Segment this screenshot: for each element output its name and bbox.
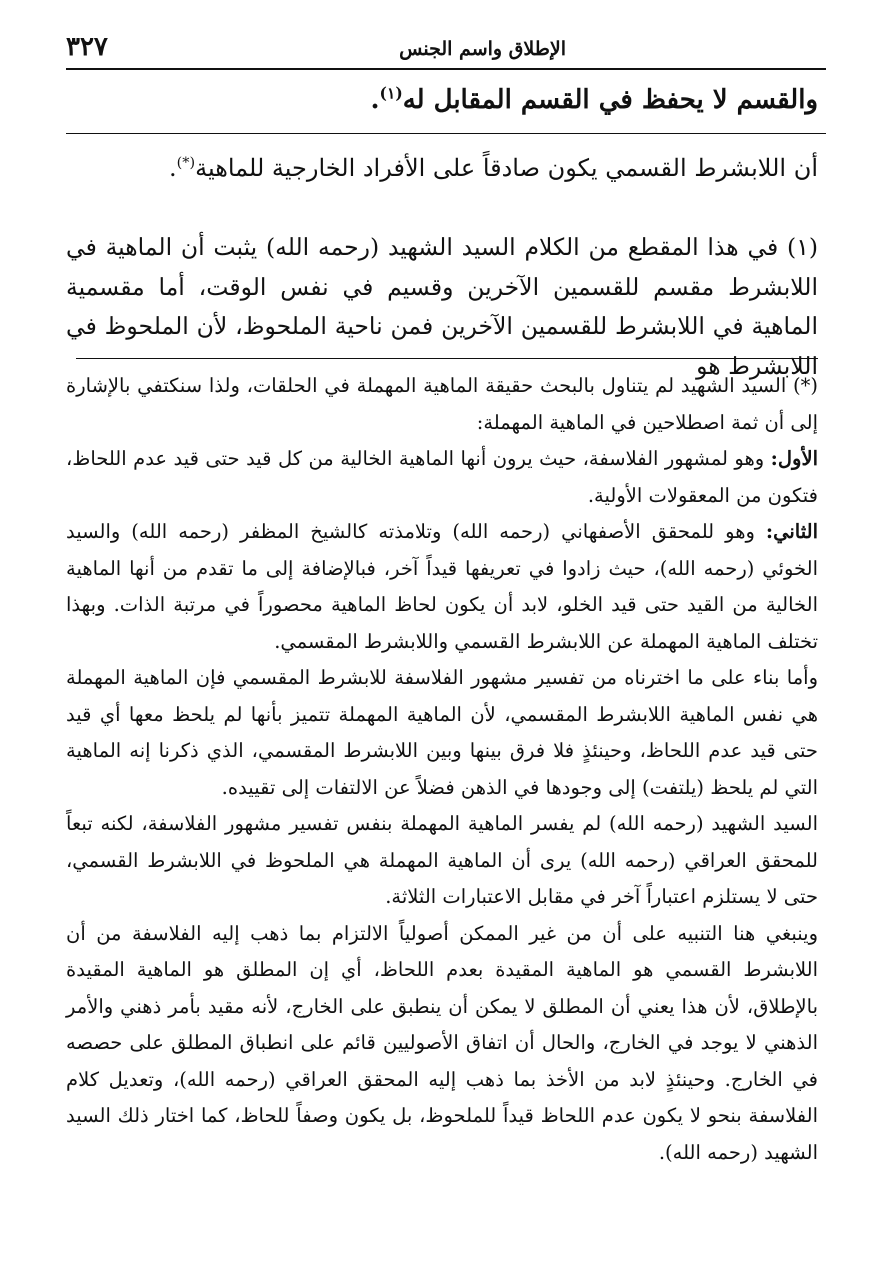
heading-rule (66, 133, 826, 134)
intro-line (66, 148, 818, 188)
header-rule (66, 68, 826, 70)
footnote-star-intro: (*) السيد الشهيد لم يتناول بالبحث حقيقة الماهية المهملة في الحلقات، ولذا سنكتفي بالإشارة إلى أن ثمة اصطلاحين في الماهية المهملة: (66, 374, 818, 434)
heading-footnote-ref: (١) (379, 83, 403, 103)
heading-end: . (370, 85, 380, 115)
intro-text: أن اللابشرط القسمي يكون صادقاً على الأفراد الخارجية للماهية (195, 154, 818, 182)
footnote-star-paragraph-5: وينبغي هنا التنبيه على أن من غير الممكن أصولياً الالتزام بما ذهب إليه الفلاسفة من أن اللابشرط القسمي هو الماهية المقيدة بعدم اللحاظ، أي إن المطلق هو الماهية المقيدة بالإطلاق، لأن هذا يعني أن المطلق لا يمكن أن ينطبق على الخارج، لأنه مقيد بأمر ذهني والأمر الذهني لا يوجد في الخارج، والحال أن اتفاق الأصوليين قائم على انطباق المطلق على حصصه في الخارج. وحينئذٍ لابد من الأخذ بما ذهب إليه المحقق العراقي (رحمه الله)، وتعديل كلام الفلاسفة بنحو لا يكون عدم اللحاظ قيداً للملحوظ، بل يكون وصفاً للحاظ، كما اختار ذلك السيد الشهيد (رحمه الله). (66, 921, 818, 1164)
footnote-star-paragraph-3: وأما بناء على ما اخترناه من تفسير مشهور الفلاسفة للابشرط المقسمي فإن الماهية المهملة هي نفس الماهية اللابشرط المقسمي، لأن الماهية المهملة تتميز بأنها لم يلحظ معها أي قيد حتى قيد عدم اللحاظ، وحينئذٍ فلا فرق بينها وبين اللابشرط المقسمي، الذي ذكرنا إنه الماهية التي لم يلحظ (يلتفت) إلى وجودها في الذهن فضلاً عن الالتفات إلى تقييده. (66, 666, 818, 799)
first-term-text: وهو لمشهور الفلاسفة، حيث يرون أنها الماهية الخالية من كل قيد حتى قيد عدم اللحاظ، فتكون من المعقولات الأولية. (66, 447, 818, 507)
main-heading (66, 80, 818, 120)
footnote-star-second (66, 514, 818, 660)
second-term-label: الثاني: (765, 520, 818, 543)
intro-footnote-ref: (*) (176, 155, 196, 171)
intro-end: . (169, 154, 177, 182)
footnote-star-first (66, 441, 818, 514)
page-number: ٣٢٧ (66, 32, 108, 62)
footnote-1 (66, 228, 818, 386)
heading-text: والقسم لا يحفظ في القسم المقابل له (402, 85, 818, 115)
first-term-label: الأول: (770, 447, 818, 470)
page-header (66, 28, 826, 68)
footnote-star (66, 368, 818, 1171)
running-title: الإطلاق واسم الجنس (399, 38, 566, 60)
footnote-1-text: (١) في هذا المقطع من الكلام السيد الشهيد (رحمه الله) يثبت أن الماهية في اللابشرط مقسم للقسمين الآخرين وقسيم في نفس الوقت، أما مقسمية الماهية في اللابشرط للقسمين الآخرين فمن ناحية الملحوظ، لأن الملحوظ في اللابشرط هو (66, 233, 818, 380)
footnote-divider (76, 358, 818, 359)
footnote-star-paragraph-4: السيد الشهيد (رحمه الله) لم يفسر الماهية المهملة بنفس تفسير مشهور الفلاسفة، لكنه تبعاً للمحقق العراقي (رحمه الله) يرى أن الماهية المهملة هي الملحوظ في اللابشرط القسمي، حتى لا يستلزم اعتباراً آخر في مقابل الاعتبارات الثلاثة. (66, 812, 818, 908)
second-term-text: وهو للمحقق الأصفهاني (رحمه الله) وتلامذته كالشيخ المظفر (رحمه الله) والسيد الخوئي (رحمه الله)، حيث زادوا في تعريفها قيداً آخر، فبالإضافة إلى ما تقدم من أنها الماهية الخالية من القيد حتى قيد الخلو، لابد أن يكون لحاظ الماهية محصوراً في مرتبة الذات. وبهذا تختلف الماهية المهملة عن اللابشرط القسمي واللابشرط المقسمي. (66, 520, 818, 653)
